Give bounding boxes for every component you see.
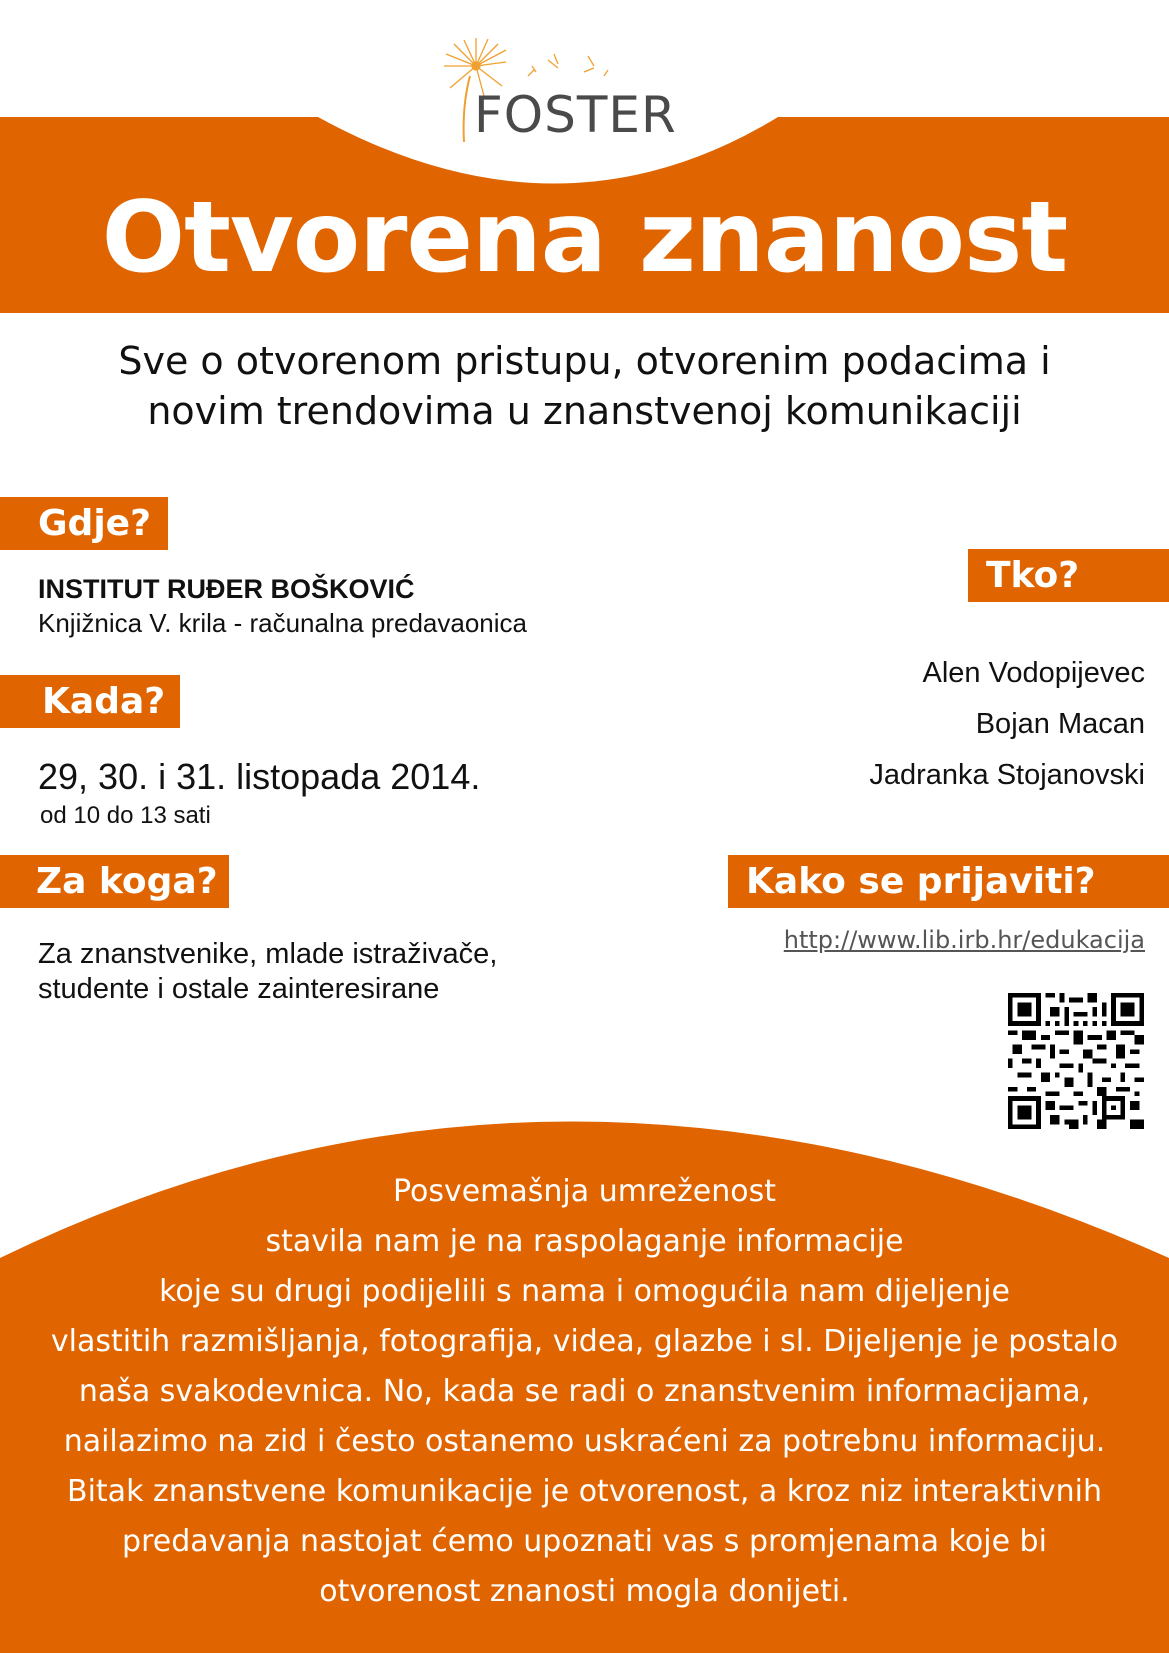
presenter-name: Bojan Macan	[975, 708, 1145, 740]
register-label: Kako se prijaviti?	[728, 855, 1169, 908]
audience-label: Za koga?	[0, 855, 229, 908]
subtitle	[0, 336, 1169, 436]
presenter-name: Alen Vodopijevec	[922, 657, 1145, 689]
audience-line: Za znanstvenike, mlade istraživače,	[38, 938, 498, 970]
who-label: Tko?	[968, 549, 1169, 602]
subtitle-line: novim trendovima u znanstvenoj komunikaciji	[147, 389, 1022, 433]
description-line: koje su drugi podijelili s nama i omogućila nam dijeljenje	[159, 1274, 1010, 1309]
logo-text: FOSTER	[474, 86, 677, 144]
room-name: Knjižnica V. krila - računalna predavaonica	[38, 608, 527, 638]
presenter-name: Jadranka Stojanovski	[869, 759, 1145, 791]
where-label: Gdje?	[0, 497, 168, 550]
description-line: Bitak znanstvene komunikacije je otvorenost, a kroz niz interaktivnih	[67, 1474, 1102, 1509]
qr-code-icon[interactable]	[1008, 993, 1144, 1129]
description-line: otvorenost znanosti mogla donijeti.	[319, 1574, 850, 1609]
register-link[interactable]: http://www.lib.irb.hr/edukacija	[783, 926, 1145, 954]
institute-name: INSTITUT RUĐER BOŠKOVIĆ	[38, 574, 415, 604]
event-hours: od 10 do 13 sati	[40, 802, 211, 829]
audience-text	[38, 937, 497, 1007]
description-line: stavila nam je na raspolaganje informacije	[265, 1224, 904, 1259]
description-line: Posvemašnja umreženost	[392, 1174, 777, 1209]
description-line: naša svakodevnica. No, kada se radi o znanstvenim informacijama,	[78, 1374, 1091, 1409]
page-title: Otvorena znanost	[101, 181, 1068, 295]
event-dates: 29, 30. i 31. listopada 2014.	[38, 756, 481, 797]
description	[0, 1167, 1169, 1617]
description-line: nailazimo na zid i često ostanemo uskraćeni za potrebnu informaciju.	[63, 1424, 1106, 1459]
audience-line: studente i ostale zainteresirane	[38, 973, 440, 1005]
description-line: vlastitih razmišljanja, fotografija, videa, glazbe i sl. Dijeljenje je postalo	[50, 1324, 1119, 1359]
presenter-list	[869, 648, 1145, 801]
when-label: Kada?	[0, 675, 180, 728]
subtitle-line: Sve o otvorenom pristupu, otvorenim podacima i	[118, 339, 1051, 383]
description-line: predavanja nastojat ćemo upoznati vas s promjenama koje bi	[122, 1524, 1047, 1559]
